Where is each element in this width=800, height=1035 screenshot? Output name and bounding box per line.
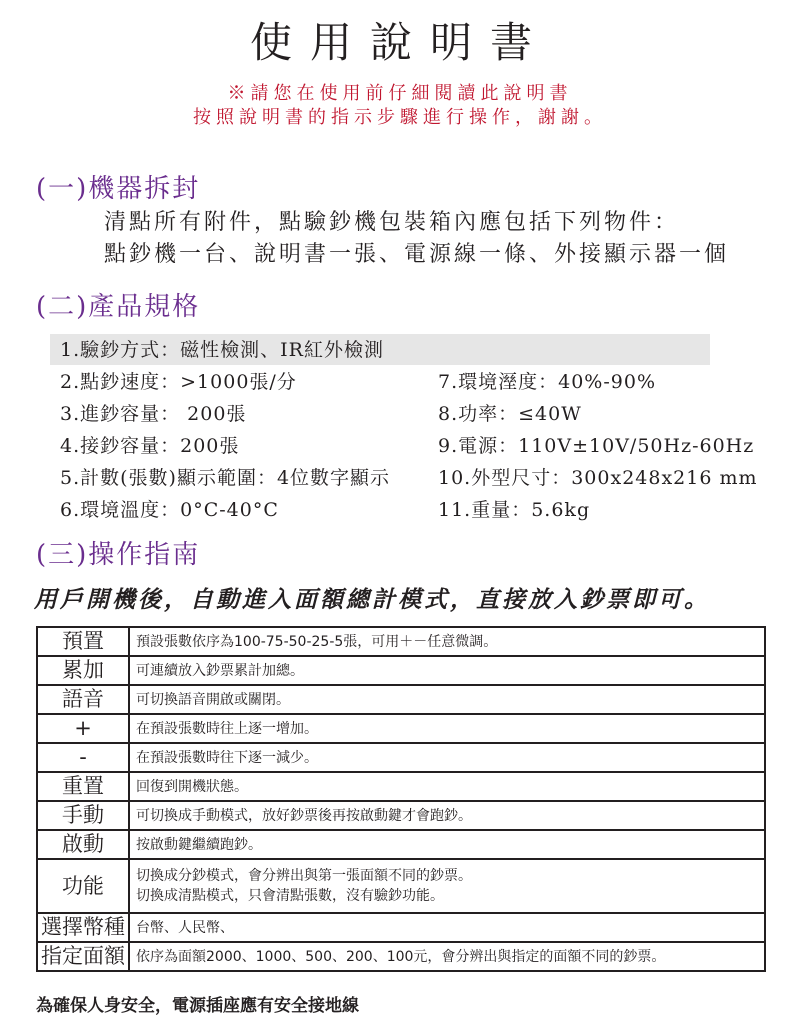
table-row xyxy=(37,714,765,743)
key-name: 指定面額 xyxy=(37,942,129,971)
key-description-line: 切換成分鈔模式，會分辨出與第一張面額不同的鈔票。 xyxy=(136,868,472,884)
spec-item: 2.點鈔速度：>1000張/分 xyxy=(60,371,297,393)
unpacking-line-1: 清點所有附件，點驗鈔機包裝箱內應包括下列物件： xyxy=(104,210,680,235)
key-description: 在預設張數時往上逐一增加。 xyxy=(129,714,765,743)
table-row xyxy=(37,942,765,971)
spec-item: 4.接鈔容量：200張 xyxy=(60,435,240,457)
section-heading-specs: (二)產品規格 xyxy=(36,292,201,322)
unpacking-line-2: 點鈔機一台、說明書一張、電源線一條、外接顯示器一個 xyxy=(104,242,730,267)
spec-item: 6.環境溫度：0°C-40°C xyxy=(60,499,279,521)
notice-line-1: ※請您在使用前仔細閱讀此說明書 xyxy=(227,83,573,104)
table-row xyxy=(37,859,765,913)
spec-item: 5.計數(張數)顯示範圍：4位數字顯示 xyxy=(60,467,391,489)
key-name: 重置 xyxy=(37,772,129,801)
key-description: 可連續放入鈔票累計加總。 xyxy=(129,656,765,685)
spec-item: 3.進鈔容量： 200張 xyxy=(60,403,247,425)
table-row xyxy=(37,743,765,772)
key-description-line: 切換成清點模式，只會清點張數，沒有驗鈔功能。 xyxy=(136,888,444,904)
key-name: 選擇幣種 xyxy=(37,913,129,942)
safety-footer: 為確保人身安全，電源插座應有安全接地線 xyxy=(36,996,359,1016)
key-description: 可切換語音開啟或關閉。 xyxy=(129,685,765,714)
notice-line-2: 按照說明書的指示步驟進行操作，謝謝。 xyxy=(193,107,607,128)
key-name: 累加 xyxy=(37,656,129,685)
key-name: + xyxy=(37,714,129,743)
key-description: 回復到開機狀態。 xyxy=(129,772,765,801)
table-row xyxy=(37,627,765,656)
table-row xyxy=(37,685,765,714)
spec-item: 11.重量：5.6kg xyxy=(438,499,591,521)
key-description: 可切換成手動模式，放好鈔票後再按啟動鍵才會跑鈔。 xyxy=(129,801,765,830)
table-row xyxy=(37,772,765,801)
spec-item: 1.驗鈔方式：磁性檢測、IR紅外檢測 xyxy=(60,339,384,361)
table-row xyxy=(37,801,765,830)
spec-item: 9.電源：110V±10V/50Hz-60Hz xyxy=(438,435,755,457)
key-name: 語音 xyxy=(37,685,129,714)
key-name: - xyxy=(37,743,129,772)
key-name: 手動 xyxy=(37,801,129,830)
key-name: 預置 xyxy=(37,627,129,656)
operation-intro: 用戶開機後，自動進入面額總計模式，直接放入鈔票即可。 xyxy=(34,586,710,613)
key-description xyxy=(129,859,765,913)
key-description: 依序為面額2000、1000、500、200、100元，會分辨出與指定的面額不同的鈔票。 xyxy=(129,942,765,971)
table-row xyxy=(37,913,765,942)
key-description: 在預設張數時往下逐一減少。 xyxy=(129,743,765,772)
key-name: 啟動 xyxy=(37,830,129,859)
table-row xyxy=(37,656,765,685)
key-description: 台幣、人民幣、 xyxy=(129,913,765,942)
spec-item: 7.環境溼度：40%-90% xyxy=(438,371,657,393)
key-description: 按啟動鍵繼續跑鈔。 xyxy=(129,830,765,859)
key-name: 功能 xyxy=(37,859,129,913)
section-heading-unpacking: (一)機器拆封 xyxy=(36,174,201,204)
key-description: 預設張數依序為100-75-50-25-5張，可用＋－任意微調。 xyxy=(129,627,765,656)
spec-item: 8.功率：≤40W xyxy=(438,403,582,425)
table-row xyxy=(37,830,765,859)
document-title: 使用說明書 xyxy=(249,18,550,67)
spec-item: 10.外型尺寸：300x248x216 mm xyxy=(438,467,758,489)
section-heading-operation: (三)操作指南 xyxy=(36,540,201,570)
key-function-table xyxy=(36,626,766,972)
